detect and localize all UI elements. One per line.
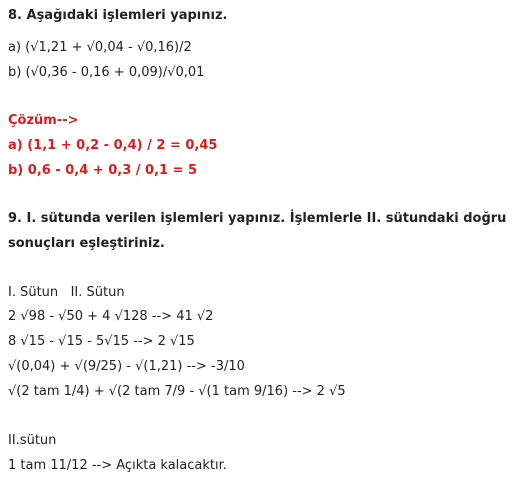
second-column-note: 1 tam 11/12 --> Açıkta kalacaktır.: [8, 458, 227, 473]
question-8-heading: 8. Aşağıdaki işlemleri yapınız.: [8, 8, 228, 23]
solution-label: Çözüm-->: [8, 113, 79, 128]
question-9-row: √(2 tam 1/4) + √(2 tam 7/9 - √(1 tam 9/16) --> 2 √5: [8, 384, 346, 399]
column-headers: I. Sütun II. Sütun: [8, 285, 125, 300]
question-9-row: 2 √98 - √50 + 4 √128 --> 41 √2: [8, 309, 214, 324]
question-9-row: 8 √15 - √15 - 5√15 --> 2 √15: [8, 334, 195, 349]
question-8-item-a: a) (√1,21 + √0,04 - √0,16)/2: [8, 40, 192, 55]
question-8-item-b: b) (√0,36 - 0,16 + 0,09)/√0,01: [8, 65, 205, 80]
solution-b: b) 0,6 - 0,4 + 0,3 / 0,1 = 5: [8, 163, 198, 178]
question-9-row: √(0,04) + √(9/25) - √(1,21) --> -3/10: [8, 359, 245, 374]
second-column-title: II.sütun: [8, 433, 57, 448]
solution-a: a) (1,1 + 0,2 - 0,4) / 2 = 0,45: [8, 138, 218, 153]
question-9-heading-line-1: 9. I. sütunda verilen işlemleri yapınız. İşlemlerle II. sütundaki doğru: [8, 211, 507, 226]
question-9-heading-line-2: sonuçları eşleştiriniz.: [8, 236, 165, 251]
